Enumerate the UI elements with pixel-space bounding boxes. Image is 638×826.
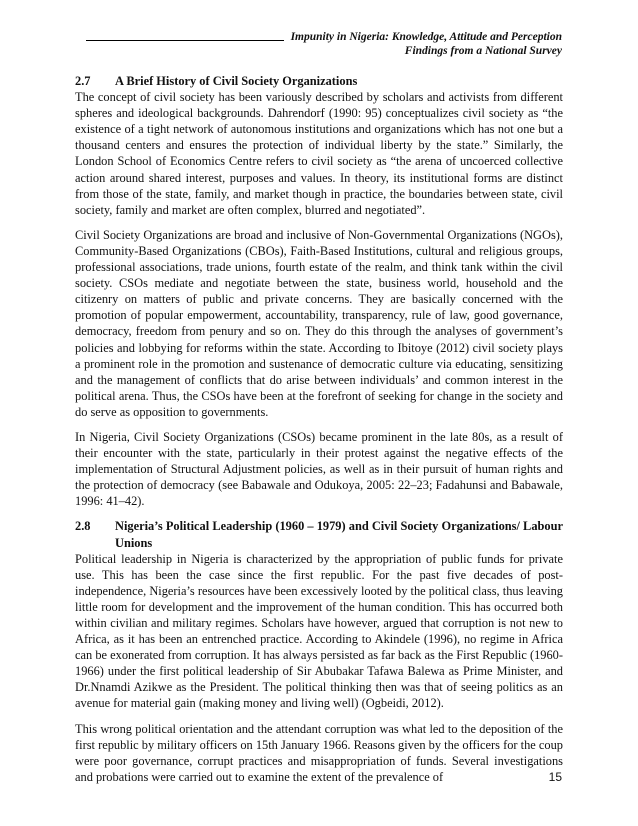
paragraph: This wrong political orientation and the attendant corruption was what led to the deposition of the first republic by military officers on 15th January 1966. Reasons given by the officers for the coup were poor governance, corrupt practices and misappropriation of funds. Several investigations and probations were carried out to examine the extent of the prevalence of <box>75 721 563 784</box>
section-heading-2-8 <box>75 518 563 550</box>
body-text <box>75 73 563 785</box>
running-header-line-2: Findings from a National Survey <box>404 45 562 57</box>
page-number: 15 <box>548 770 562 784</box>
section-number: 2.7 <box>75 74 91 88</box>
section-number: 2.8 <box>75 519 91 534</box>
paragraph: Civil Society Organizations are broad and inclusive of Non-Governmental Organizations (NGOs), Community-Based Organizations (CBOs), Faith-Based Institutions, cultural and religious groups, professional associations, trade unions, fourth estate of the realm, and think tank within the civil society. CSOs mediate and negotiate between the state, business world, household and the citizenry on matters of public and private concerns. They are basically concerned with the promotion of popular empowerment, accountability, transparency, rule of law, good governance, democracy, freedom from penury and so on. They do this through the analyses of government’s policies and lobbying for reforms within the state. According to Ibitoye (2012) civil society plays a prominent role in the promotion and sustenance of democratic culture via educating, sensitizing and the management of conflicts that do arise between individuals’ and common interest in the political arena. Thus, the CSOs have been at the forefront of seeking for change in the society and do serve as opposition to governments. <box>75 227 563 419</box>
paragraph: In Nigeria, Civil Society Organizations (CSOs) became prominent in the late 80s, as a result of their encounter with the state, particularly in their protest against the negative effects of the implementation of Structural Adjustment policies, as well as in their pursuit of human rights and the protection of democracy (see Babawale and Odukoya, 2005: 22–23; Fadahunsi and Babawale, 1996: 41–42). <box>75 429 563 509</box>
header-rule <box>86 40 284 41</box>
running-header <box>290 30 562 58</box>
section-heading-2-7 <box>75 73 563 89</box>
section-title: Nigeria’s Political Leadership (1960 – 1979) and Civil Society Organizations/ Labour Unions <box>115 519 563 550</box>
paragraph: The concept of civil society has been variously described by scholars and activists from different spheres and ideological backgrounds. Dahrendorf (1990: 95) conceptualizes civil society as “the existence of a tight network of autonomous institutions and organizations which has not one but a thousand centers and ensures the protection of individual liberty by the state.” Similarly, the London School of Economics Centre refers to civil society as “the arena of uncoerced collective action around shared interest, purposes and values. In theory, its institutional forms are distinct from those of the state, family, and market though in practice, the boundaries between state, civil society, family and market are often complex, blurred and negotiated”. <box>75 90 563 217</box>
paragraph: Political leadership in Nigeria is characterized by the appropriation of public funds for private use. This has been the case since the first republic. For the past five decades of post-independence, Nigeria’s resources have been excessively looted by the political class, thus leaving little room for development and the improvement of the human condition. This has occurred both within civilian and military regimes. Scholars have however, argued that corruption is not new to Africa, as it has been an entrenched practice. According to Akindele (1996), no regime in Africa can be exonerated from corruption. It has always persisted as far back as the First Republic (1960-1966) under the first political leadership of Sir Abubakar Tafawa Balewa as Prime Minister, and Dr.Nnamdi Azikwe as the President. The political thinking then was that of seeing politics as an avenue for material gain (making money and living well) (Ogbeidi, 2012). <box>75 551 563 711</box>
section-title: A Brief History of Civil Society Organizations <box>115 74 358 88</box>
running-header-line-1: Impunity in Nigeria: Knowledge, Attitude and Perception <box>290 31 562 43</box>
